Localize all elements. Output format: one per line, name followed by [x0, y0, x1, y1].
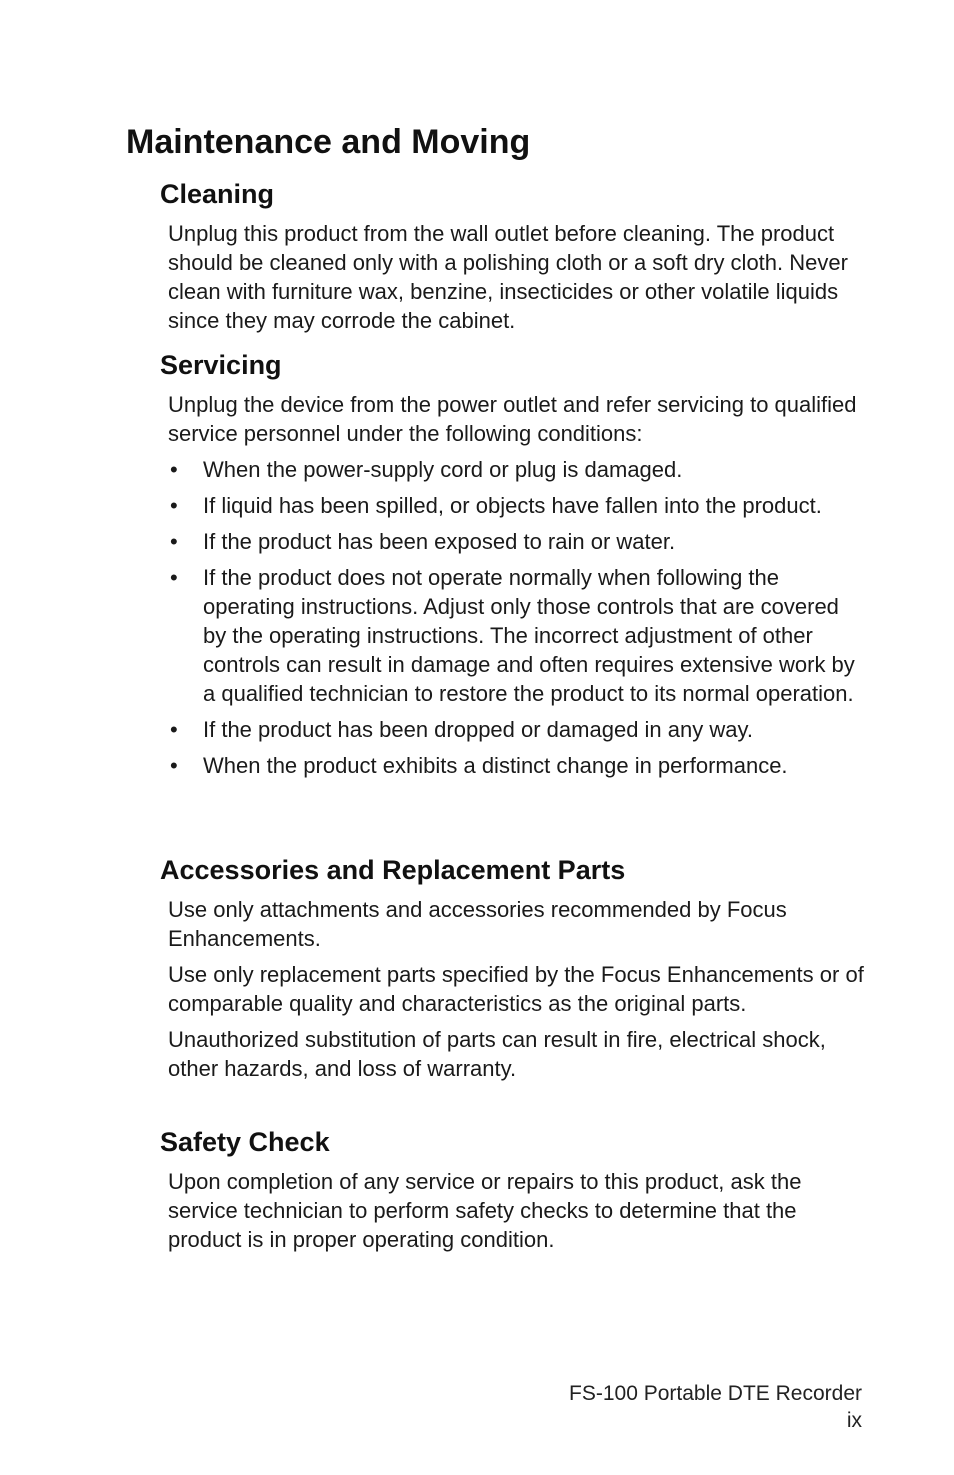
list-item — [160, 527, 863, 556]
bullet-icon: • — [170, 457, 178, 482]
accessories-paragraph: Use only attachments and accessories recommended by Focus Enhancements. — [168, 897, 787, 951]
page-footer — [569, 1380, 862, 1434]
section-safety-check — [160, 1125, 880, 1261]
list-item — [160, 455, 863, 484]
bullet-icon: • — [170, 717, 178, 742]
section-heading-cleaning: Cleaning — [160, 179, 275, 209]
page-title: Maintenance and Moving — [126, 123, 531, 161]
bullet-icon: • — [170, 565, 178, 590]
servicing-conditions-list — [160, 455, 880, 780]
bullet-icon: • — [170, 529, 178, 554]
list-item — [160, 563, 863, 708]
footer-product-name: FS-100 Portable DTE Recorder — [569, 1382, 862, 1405]
accessories-paragraph: Unauthorized substitution of parts can result in fire, electrical shock, other hazards, and loss of warranty. — [168, 1027, 826, 1081]
list-item — [160, 491, 863, 520]
list-item-text: If the product does not operate normally when following the operating instructions. Adjust only those controls that are covered by the operating instructions. The incorrect adjustment of other controls can result in damage and often requires extensive work by a qualified technician to restore the product to its normal operation. — [203, 565, 855, 706]
section-heading-accessories: Accessories and Replacement Parts — [160, 855, 626, 885]
list-item — [160, 751, 863, 780]
footer-page-number: ix — [846, 1409, 862, 1432]
bullet-icon: • — [170, 753, 178, 778]
section-accessories — [160, 853, 880, 1090]
section-servicing — [160, 348, 880, 787]
accessories-paragraph: Use only replacement parts specified by the Focus Enhancements or of comparable quality and characteristics as the original parts. — [168, 962, 864, 1016]
servicing-intro: Unplug the device from the power outlet and refer servicing to qualified service personnel under the following conditions: — [168, 392, 857, 446]
section-heading-safety-check: Safety Check — [160, 1127, 330, 1157]
list-item-text: If liquid has been spilled, or objects have fallen into the product. — [203, 493, 822, 518]
bullet-icon: • — [170, 493, 178, 518]
list-item-text: If the product has been dropped or damaged in any way. — [203, 717, 753, 742]
safety-check-paragraph: Upon completion of any service or repairs to this product, ask the service technician to perform safety checks to determine that the product is in proper operating condition. — [168, 1169, 802, 1252]
section-cleaning — [160, 177, 880, 342]
section-heading-servicing: Servicing — [160, 350, 282, 380]
cleaning-paragraph: Unplug this product from the wall outlet before cleaning. The product should be cleaned only with a polishing cloth or a soft dry cloth. Never clean with furniture wax, benzine, insecticides or other volatile liquids since they may corrode the cabinet. — [168, 221, 848, 333]
list-item — [160, 715, 863, 744]
list-item-text: When the product exhibits a distinct change in performance. — [203, 753, 788, 778]
list-item-text: When the power-supply cord or plug is damaged. — [203, 457, 683, 482]
list-item-text: If the product has been exposed to rain or water. — [203, 529, 676, 554]
